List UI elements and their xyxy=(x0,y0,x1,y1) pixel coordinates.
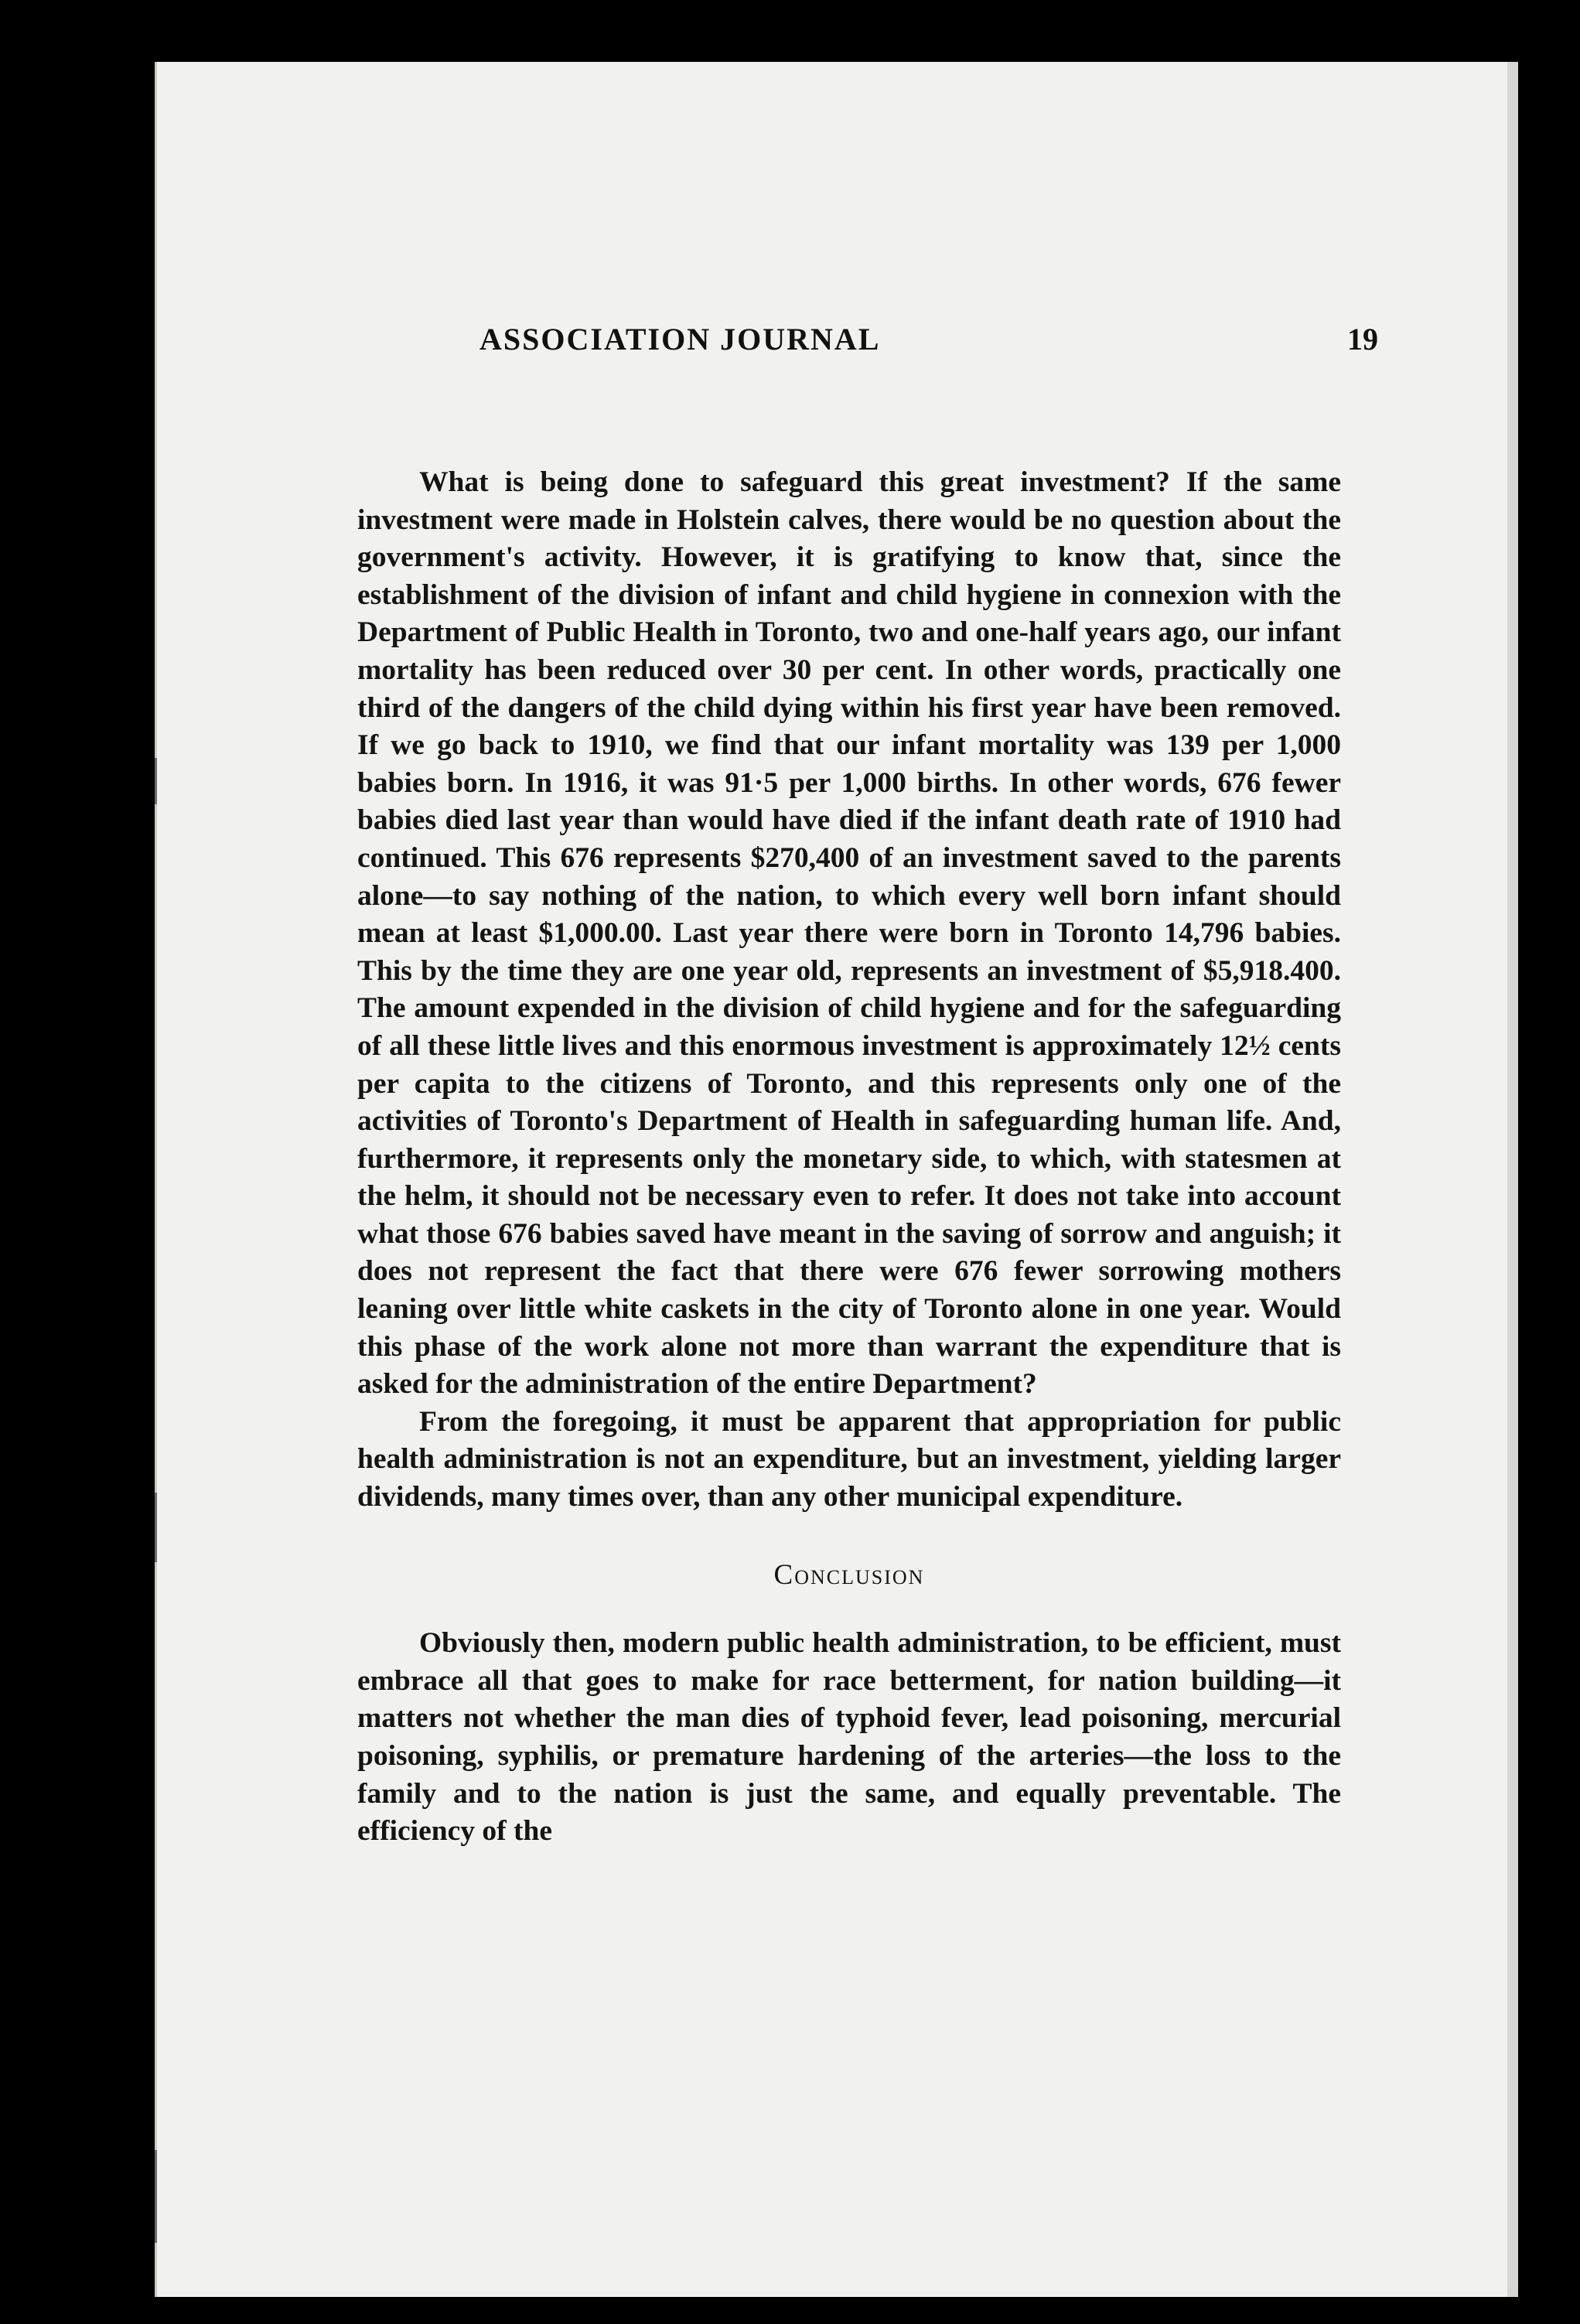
binding-mark xyxy=(155,1493,157,1562)
section-heading: Conclusion xyxy=(773,1558,925,1591)
journal-title: ASSOCIATION JOURNAL xyxy=(479,322,881,357)
article-body xyxy=(357,464,1341,1851)
page-number: 19 xyxy=(1347,322,1378,357)
binding-mark xyxy=(155,758,157,804)
binding-mark xyxy=(155,2150,157,2243)
paragraph: From the foregoing, it must be apparent that appropriation for public health administration is not an expenditure, but an investment, yielding larger dividends, many times over, than any other municipal expenditure. xyxy=(357,1405,1341,1514)
paragraph: Obviously then, modern public health administration, to be efficient, must embrace all that goes to make for race betterment, for nation building—it matters not whether the man dies of typhoid fever, lead poisoning, mercurial poisoning, syphilis, or premature hardening of the arteries—the loss to the family and to the nation is just the same, and equally preventable. The efficiency of the xyxy=(357,1627,1341,1848)
paragraph: What is being done to safeguard this great investment? If the same investment were made in Holstein calves, there would be no question about the government's activity. However, it is gratifying to know that, since the establishment of the division of infant and child hygiene in connexion with the Department of Public Health in Toronto, two and one-half years ago, our infant mortality has been reduced over 30 per cent. In other words, practically one third of the dangers of the child dying within his first year have been removed. If we go back to 1910, we find that our infant mortality was 139 per 1,000 babies born. In 1916, it was 91·5 per 1,000 births. In other words, 676 fewer babies died last year than would have died if the infant death rate of 1910 had continued. This 676 represents $270,400 of an investment saved to the parents alone—to say nothing of the nation, to which every well born infant should mean at least $1,000.00. Last year there were born in Toronto 14,796 babies. This by the time they are one year old, represents an investment of $5,918.400. The amount expended in the division of child hygiene and for the safeguarding of all these little lives and this enormous investment is approximately 12½ cents per capita to the citizens of Toronto, and this represents only one of the activities of Toronto's Department of Health in safeguarding human life. And, furthermore, it represents only the monetary side, to which, with statesmen at the helm, it should not be necessary even to refer. It does not take into account what those 676 babies saved have meant in the saving of sorrow and anguish; it does not represent the fact that there were 676 fewer sorrowing mothers leaning over little white caskets in the city of Toronto alone in one year. Would this phase of the work alone not more than warrant the expenditure that is asked for the administration of the entire Department? xyxy=(357,466,1341,1401)
